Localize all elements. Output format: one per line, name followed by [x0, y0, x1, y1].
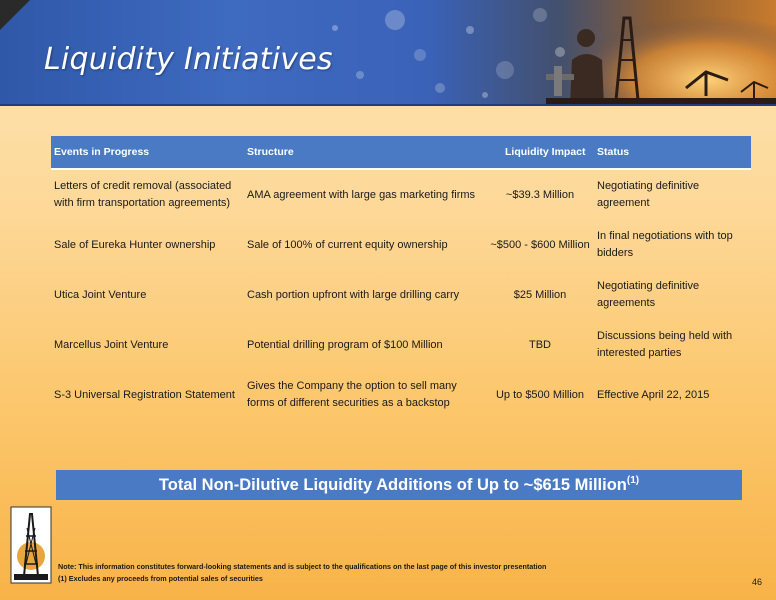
table-row — [51, 370, 751, 420]
status-cell: Negotiating definitive agreement — [597, 180, 700, 209]
column-header-status: Status — [594, 136, 751, 169]
table-row — [51, 320, 751, 370]
liquidity-impact-cell: TBD — [529, 338, 551, 351]
oil-derrick-logo-icon — [10, 506, 52, 584]
table-row — [51, 220, 751, 270]
table-header-row — [51, 136, 751, 169]
header-divider — [0, 104, 776, 106]
footnote-1: (1) Excludes any proceeds from potential sales of securities — [58, 574, 263, 583]
slide-title: Liquidity Initiatives — [44, 42, 333, 77]
oilfield-silhouette-icon — [546, 0, 776, 106]
slide-corner — [0, 0, 30, 30]
column-header-liquidity-impact: Liquidity Impact — [485, 136, 594, 169]
footnote-mark: (1) — [626, 474, 640, 486]
column-header-structure: Structure — [244, 136, 485, 169]
liquidity-impact-cell: Up to $500 Million — [495, 388, 585, 401]
column-header-events: Events in Progress — [51, 136, 244, 169]
footnotes — [58, 561, 546, 585]
event-cell: Sale of Eureka Hunter ownership — [54, 238, 216, 251]
event-cell: Utica Joint Venture — [54, 288, 147, 301]
status-cell: In final negotiations with top bidders — [597, 230, 733, 259]
structure-cell: Gives the Company the option to sell many forms of different securities as a backstop — [247, 380, 457, 409]
event-cell: Marcellus Joint Venture — [54, 338, 169, 351]
structure-cell: Potential drilling program of $100 Million — [247, 338, 443, 351]
structure-cell: Cash portion upfront with large drilling carry — [247, 288, 460, 301]
liquidity-table — [51, 136, 751, 420]
liquidity-impact-cell: ~$500 - $600 Million — [490, 238, 590, 251]
forward-looking-note: Note: This information constitutes forward-looking statements and is subject to the qualifications on the last page of this investor presentation — [58, 562, 547, 571]
status-cell: Negotiating definitive agreements — [597, 280, 700, 309]
table-row — [51, 270, 751, 320]
total-liquidity-text: Total Non-Dilutive Liquidity Additions of Up to ~$615 Million — [158, 476, 627, 494]
table-row — [51, 169, 751, 220]
status-cell: Discussions being held with interested parties — [597, 330, 733, 359]
event-cell: S-3 Universal Registration Statement — [54, 388, 235, 401]
structure-cell: Sale of 100% of current equity ownership — [247, 238, 448, 251]
page-number: 46 — [752, 577, 763, 587]
total-liquidity-banner — [56, 470, 742, 500]
liquidity-impact-cell: $25 Million — [513, 288, 567, 301]
liquidity-impact-cell: ~$39.3 Million — [505, 188, 575, 201]
header-banner — [0, 0, 776, 106]
structure-cell: AMA agreement with large gas marketing firms — [247, 188, 476, 201]
status-cell: Effective April 22, 2015 — [597, 388, 710, 401]
event-cell: Letters of credit removal (associated with firm transportation agreements) — [54, 180, 232, 209]
